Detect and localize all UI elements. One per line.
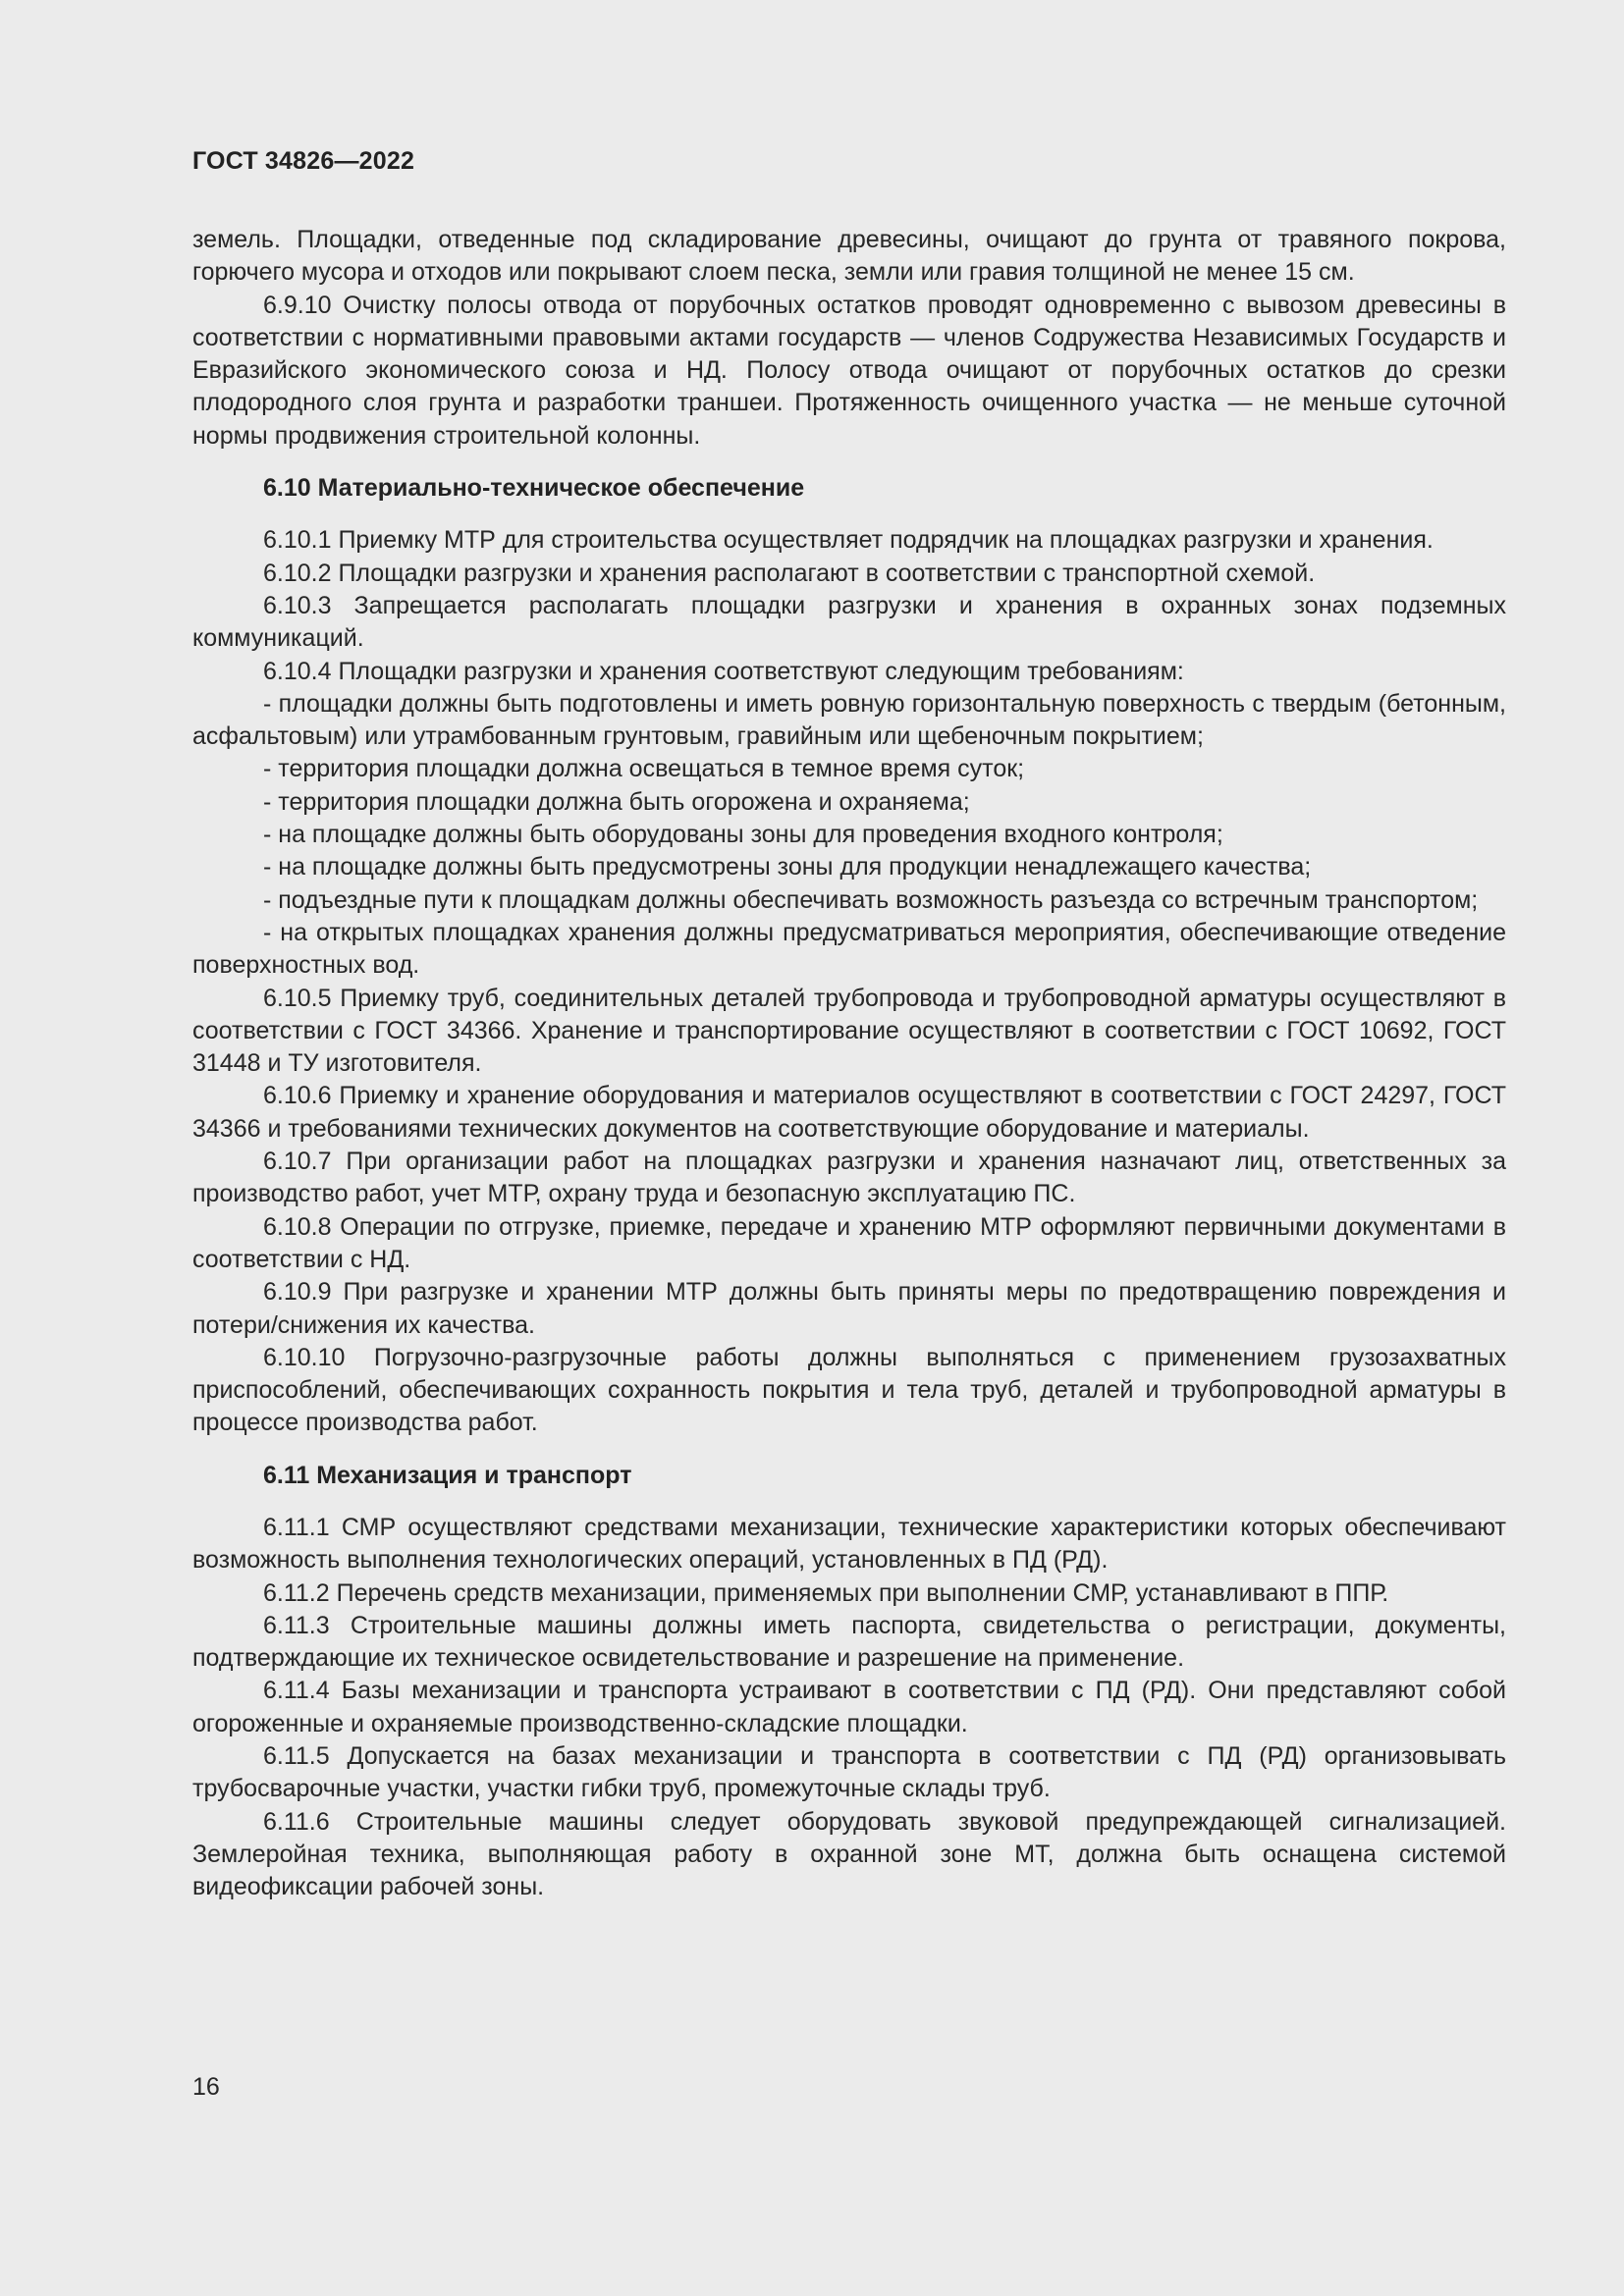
document-header-id: ГОСТ 34826—2022	[192, 147, 415, 175]
requirement-item-5: - на площадке должны быть предусмотрены зоны для продукции ненадлежащего качества;	[263, 853, 1312, 881]
requirement-item-6: - подъездные пути к площадкам должны обеспечивать возможность разъезда со встречным транспортом;	[263, 885, 1479, 914]
requirement-item-7: - на открытых площадках хранения должны предусматриваться мероприятия, обеспечивающие отведение поверхностных вод.	[192, 918, 1506, 980]
paragraph-6-10-9: 6.10.9 При разгрузке и хранении МТР должны быть приняты меры по предотвращению повреждения и потери/снижения их качества.	[192, 1278, 1506, 1339]
requirement-item-4: - на площадке должны быть оборудованы зоны для проведения входного контроля;	[263, 821, 1223, 849]
document-body	[192, 224, 1506, 1904]
paragraph-6-11-4: 6.11.4 Базы механизации и транспорта устраивают в соответствии с ПД (РД). Они представляют собой огороженные и охраняемые производственно-складские площадки.	[192, 1677, 1506, 1737]
section-heading-6-11: 6.11 Механизация и транспорт	[263, 1461, 632, 1489]
paragraph-6-11-2: 6.11.2 Перечень средств механизации, применяемых при выполнении СМР, устанавливают в ППР.	[263, 1578, 1389, 1607]
paragraph-intro: земель. Площадки, отведенные под складирование древесины, очищают до грунта от травяного покрова, горючего мусора и отходов или покрывают слоем песка, земли или гравия толщиной не менее 15 см.	[192, 226, 1506, 287]
paragraph-6-10-3: 6.10.3 Запрещается располагать площадки разгрузки и хранения в охранных зонах подземных коммуникаций.	[192, 591, 1506, 653]
paragraph-6-9-10: 6.9.10 Очистку полосы отвода от порубочных остатков проводят одновременно с вывозом древесины в соответствии с нормативными правовыми актами государств — членов Содружества Независимых Государств и Евразийского экономического союза и НД. Полосу отвода очищают от порубочных остатков до срезки плодородного слоя грунта и разработки траншеи. Протяженность очищенного участка — не меньше суточной нормы продвижения строительной колонны.	[192, 291, 1506, 450]
paragraph-6-10-10: 6.10.10 Погрузочно-разгрузочные работы должны выполняться с применением грузозахватных приспособлений, обеспечивающих сохранность покрытия и тела труб, деталей и трубопроводной арматуры в процессе производства работ.	[192, 1343, 1506, 1437]
requirement-item-1: - площадки должны быть подготовлены и иметь ровную горизонтальную поверхность с твердым (бетонным, асфальтовым) или утрамбованным грунтовым, гравийным или щебеночным покрытием;	[192, 689, 1506, 751]
paragraph-6-10-5: 6.10.5 Приемку труб, соединительных деталей трубопровода и трубопроводной арматуры осуществляют в соответствии с ГОСТ 34366. Хранение и транспортирование осуществляют в соответствии с ГОСТ 10692, ГОСТ 31448 и ТУ изготовителя.	[192, 984, 1506, 1078]
requirement-item-2: - территория площадки должна освещаться в темное время суток;	[263, 755, 1025, 783]
paragraph-6-10-2: 6.10.2 Площадки разгрузки и хранения располагают в соответствии с транспортной схемой.	[263, 559, 1316, 587]
requirement-item-3: - территория площадки должна быть огорожена и охраняема;	[263, 787, 970, 816]
paragraph-6-11-3: 6.11.3 Строительные машины должны иметь паспорта, свидетельства о регистрации, документы, подтверждающие их техническое освидетельствование и разрешение на применение.	[192, 1611, 1506, 1673]
paragraph-6-10-8: 6.10.8 Операции по отгрузке, приемке, передаче и хранению МТР оформляют первичными документами в соответствии с НД.	[192, 1212, 1506, 1273]
paragraph-6-10-4: 6.10.4 Площадки разгрузки и хранения соответствуют следующим требованиям:	[263, 657, 1184, 685]
paragraph-6-11-6: 6.11.6 Строительные машины следует оборудовать звуковой предупреждающей сигнализацией. Землеройная техника, выполняющая работу в охранной зоне МТ, должна быть оснащена системой видеофиксации рабочей зоны.	[192, 1807, 1506, 1901]
paragraph-6-10-7: 6.10.7 При организации работ на площадках разгрузки и хранения назначают лиц, ответственных за производство работ, учет МТР, охрану труда и безопасную эксплуатацию ПС.	[192, 1148, 1506, 1208]
section-heading-6-10: 6.10 Материально-техническое обеспечение	[263, 474, 805, 503]
paragraph-6-10-6: 6.10.6 Приемку и хранение оборудования и материалов осуществляют в соответствии с ГОСТ 24297, ГОСТ 34366 и требованиями технических документов на соответствующие оборудование и материалы.	[192, 1082, 1506, 1143]
page-number: 16	[192, 2073, 220, 2101]
paragraph-6-11-1: 6.11.1 СМР осуществляют средствами механизации, технические характеристики которых обеспечивают возможность выполнения технологических операций, установленных в ПД (РД).	[192, 1513, 1506, 1575]
paragraph-6-10-1: 6.10.1 Приемку МТР для строительства осуществляет подрядчик на площадках разгрузки и хранения.	[263, 526, 1434, 555]
paragraph-6-11-5: 6.11.5 Допускается на базах механизации и транспорта в соответствии с ПД (РД) организовывать трубосварочные участки, участки гибки труб, промежуточные склады труб.	[192, 1742, 1506, 1803]
